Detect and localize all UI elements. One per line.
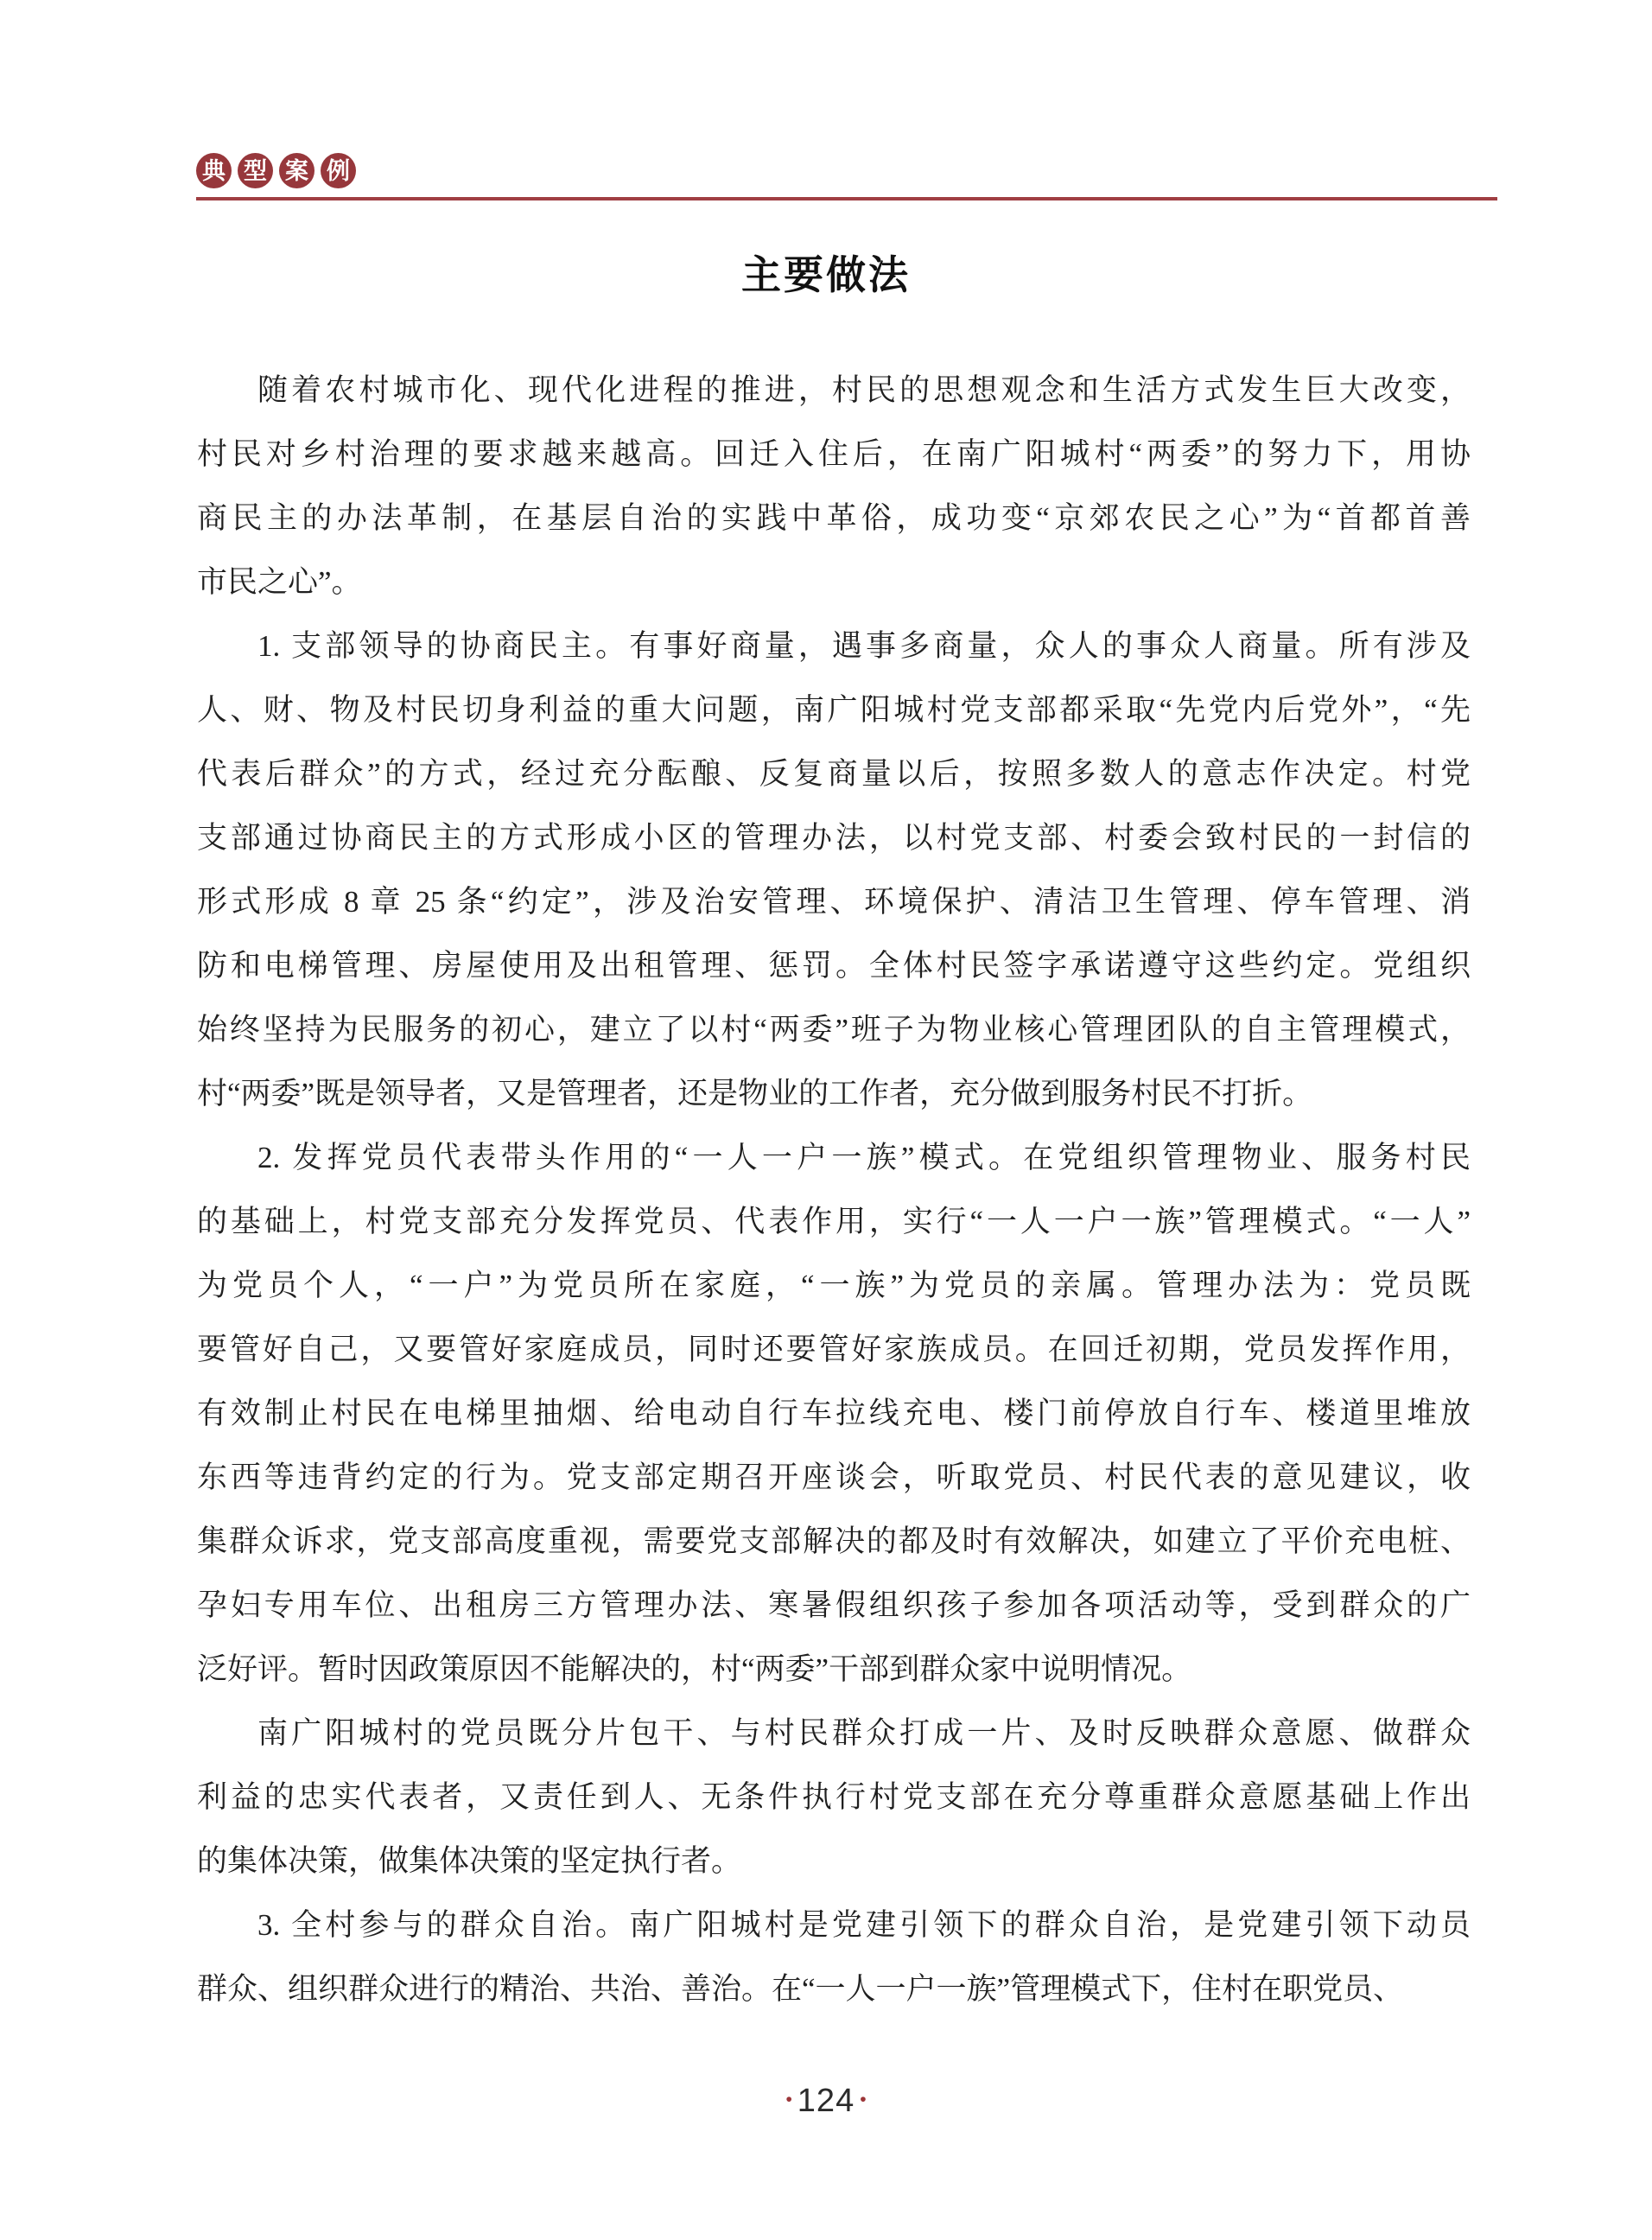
- body-text-line: 的集体决策，做集体决策的坚定执行者。: [197, 1844, 742, 1878]
- header-badge: 案: [279, 153, 315, 188]
- body-text-line: 有效制止村民在电梯里抽烟、给电动自行车拉线充电、楼门前停放自行车、楼道里堆放: [197, 1397, 1471, 1430]
- body-text-line: 南广阳城村的党员既分片包干、与村民群众打成一片、及时反映群众意愿、做群众: [257, 1716, 1471, 1750]
- body-text-line: 防和电梯管理、房屋使用及出租管理、惩罚。全体村民签字承诺遵守这些约定。党组织: [197, 949, 1471, 983]
- header-badge: 型: [238, 153, 273, 188]
- body-text-line: 商民主的办法革制，在基层自治的实践中革俗，成功变“京郊农民之心”为“首都首善: [197, 501, 1471, 535]
- body-text-line: 2. 发挥党员代表带头作用的“一人一户一族”模式。在党组织管理物业、服务村民: [257, 1141, 1471, 1174]
- header-corner-tag: [196, 153, 356, 188]
- body-text-line: 东西等违背约定的行为。党支部定期召开座谈会，听取党员、村民代表的意见建议，收: [197, 1460, 1471, 1494]
- body-text-line: 支部通过协商民主的方式形成小区的管理办法，以村党支部、村委会致村民的一封信的: [197, 821, 1471, 855]
- body-text-line: 1. 支部领导的协商民主。有事好商量，遇事多商量，众人的事众人商量。所有涉及: [257, 629, 1471, 663]
- body-text-line: 村“两委”既是领导者，又是管理者，还是物业的工作者，充分做到服务村民不打折。: [197, 1077, 1313, 1110]
- body-text-line: 随着农村城市化、现代化进程的推进，村民的思想观念和生活方式发生巨大改变，: [257, 373, 1471, 407]
- footer-dot-left-icon: •: [785, 2090, 792, 2110]
- body-text-line: 村民对乡村治理的要求越来越高。回迁入住后，在南广阳城村“两委”的努力下，用协: [197, 437, 1471, 471]
- body-text-line: 群众、组织群众进行的精治、共治、善治。在“一人一户一族”管理模式下，住村在职党员、: [197, 1972, 1404, 2006]
- body-text-line: 代表后群众”的方式，经过充分酝酿、反复商量以后，按照多数人的意志作决定。村党: [197, 757, 1471, 791]
- body-text-line: 集群众诉求，党支部高度重视，需要党支部解决的都及时有效解决，如建立了平价充电桩、: [197, 1524, 1471, 1558]
- footer-dot-right-icon: •: [860, 2090, 867, 2110]
- header-badge: 典: [196, 153, 232, 188]
- body-text-line: 为党员个人，“一户”为党员所在家庭，“一族”为党员的亲属。管理办法为：党员既: [197, 1269, 1471, 1302]
- body-text-line: 市民之心”。: [197, 565, 362, 599]
- body-text-line: 的基础上，村党支部充分发挥党员、代表作用，实行“一人一户一族”管理模式。“一人”: [197, 1205, 1471, 1238]
- body-text-line: 形式形成 8 章 25 条“约定”，涉及治安管理、环境保护、清洁卫生管理、停车管理、消: [197, 885, 1471, 919]
- header-badge: 例: [321, 153, 356, 188]
- body-text: [197, 359, 1471, 2021]
- body-text-line: 利益的忠实代表者，又责任到人、无条件执行村党支部在充分尊重群众意愿基础上作出: [197, 1780, 1471, 1814]
- body-text-line: 要管好自己，又要管好家庭成员，同时还要管好家族成员。在回迁初期，党员发挥作用，: [197, 1333, 1471, 1366]
- body-text-line: 始终坚持为民服务的初心，建立了以村“两委”班子为物业核心管理团队的自主管理模式，: [197, 1013, 1471, 1047]
- body-text-line: 人、财、物及村民切身利益的重大问题，南广阳城村党支部都采取“先党内后党外”，“先: [197, 693, 1471, 727]
- page-footer: [0, 2081, 1652, 2120]
- section-title: 主要做法: [741, 252, 911, 297]
- body-text-line: 泛好评。暂时因政策原因不能解决的，村“两委”干部到群众家中说明情况。: [197, 1652, 1192, 1686]
- body-text-line: 3. 全村参与的群众自治。南广阳城村是党建引领下的群众自治，是党建引领下动员: [257, 1908, 1471, 1942]
- header-rule: [196, 197, 1497, 200]
- body-text-line: 孕妇专用车位、出租房三方管理办法、寒暑假组织孩子参加各项活动等，受到群众的广: [197, 1588, 1471, 1622]
- page-number: 124: [797, 2083, 855, 2119]
